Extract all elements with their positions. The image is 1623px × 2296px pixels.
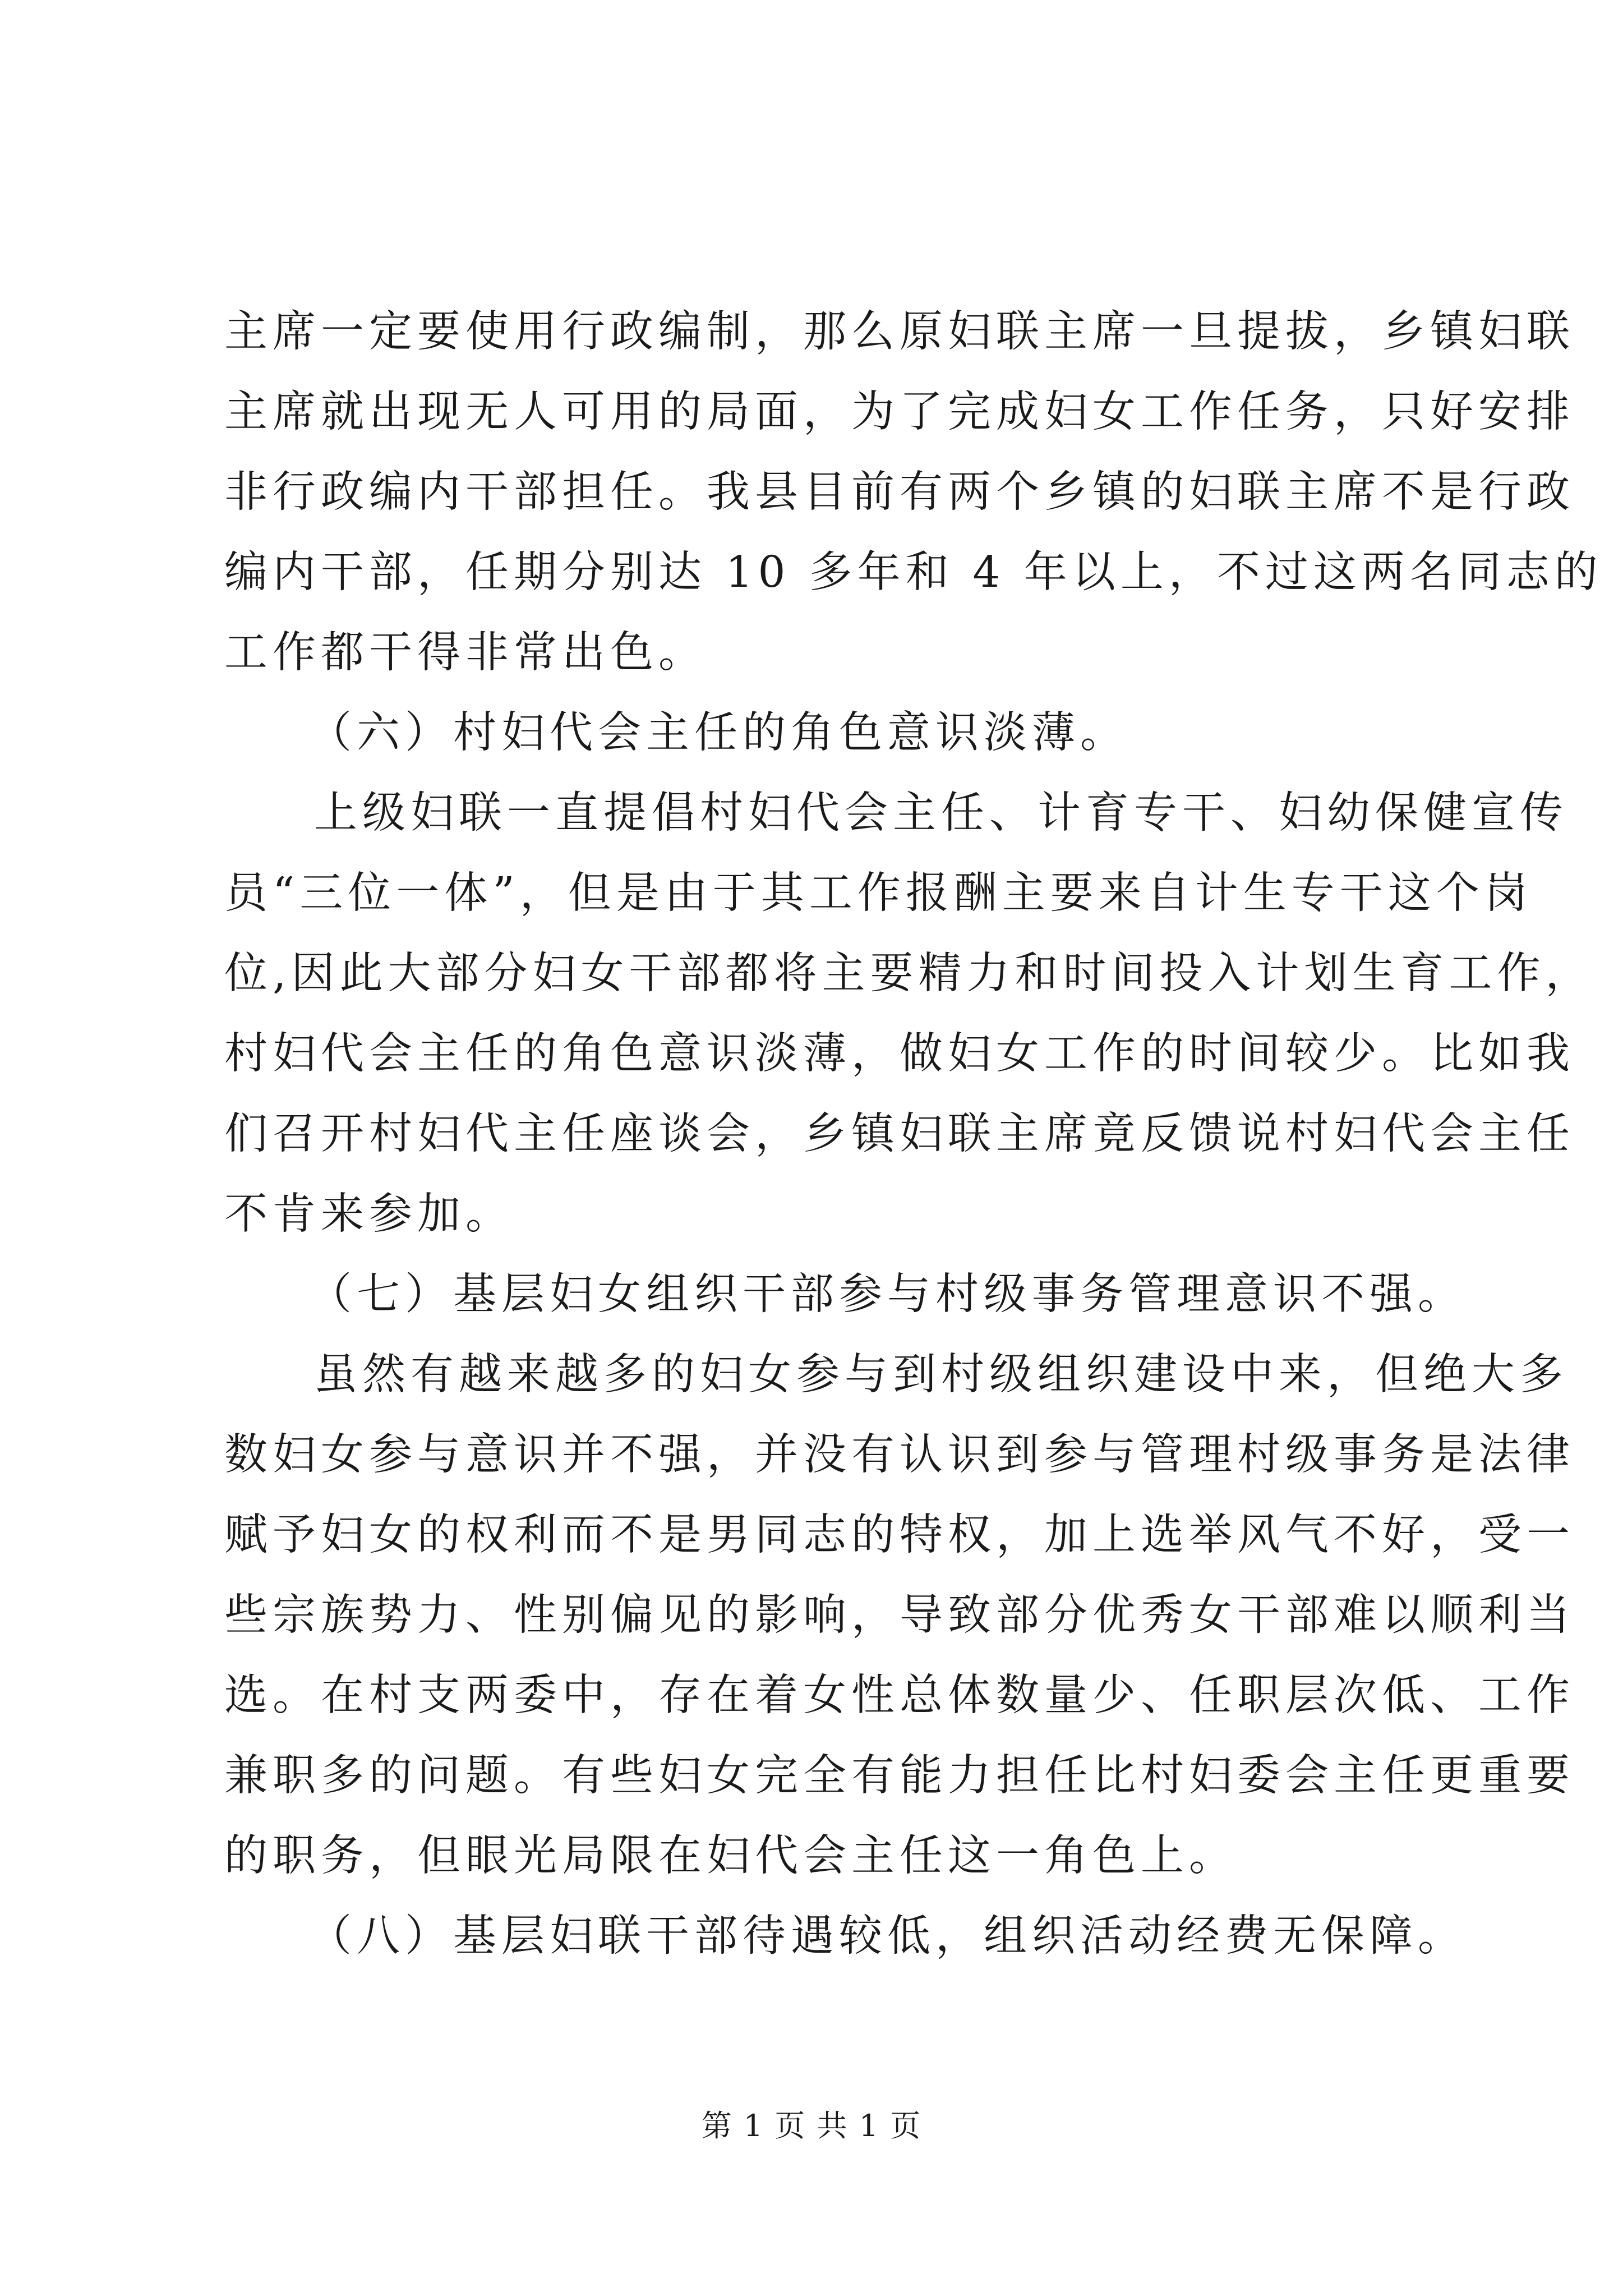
text-line: 兼职多的问题。有些妇女完全有能力担任比村妇委会主任更重要 bbox=[224, 1751, 1575, 1801]
text-line: 主席就出现无人可用的局面，为了完成妇女工作任务，只好安排 bbox=[224, 387, 1575, 437]
text-line: 主席一定要使用行政编制，那么原妇联主席一旦提拔，乡镇妇联 bbox=[224, 307, 1575, 357]
paragraph-start: 虽然有越来越多的妇女参与到村级组织建设中来，但绝大多 bbox=[314, 1350, 1568, 1400]
section-heading-7: （七）基层妇女组织干部参与村级事务管理意识不强。 bbox=[308, 1269, 1466, 1319]
body-text bbox=[224, 292, 1603, 1976]
text-line: 选。在村支两委中，存在着女性总体数量少、任职层次低、工作 bbox=[224, 1671, 1575, 1720]
page-number-label: 第 1 页 共 1 页 bbox=[701, 2108, 922, 2143]
text-line: 不肯来参加。 bbox=[224, 1189, 514, 1239]
text-line: 村妇代会主任的角色意识淡薄，做妇女工作的时间较少。比如我 bbox=[224, 1029, 1575, 1079]
text-line: 的职务，但眼光局限在妇代会主任这一角色上。 bbox=[224, 1831, 1237, 1881]
text-line: 数妇女参与意识并不强，并没有认识到参与管理村级事务是法律 bbox=[224, 1430, 1575, 1480]
text-line: 员“三位一体”，但是由于其工作报酬主要来自计生专干这个岗 bbox=[224, 868, 1533, 918]
text-line: 编内干部，任期分别达 10 多年和 4 年以上，不过这两名同志的 bbox=[224, 547, 1603, 597]
page-footer bbox=[0, 2106, 1623, 2146]
text-line: 工作都干得非常出色。 bbox=[224, 628, 707, 678]
text-line: 些宗族势力、性别偏见的影响，导致部分优秀女干部难以顺利当 bbox=[224, 1590, 1575, 1640]
text-line: 非行政编内干部担任。我县目前有两个乡镇的妇联主席不是行政 bbox=[224, 467, 1575, 517]
paragraph-start: 上级妇联一直提倡村妇代会主任、计育专干、妇幼保健宣传 bbox=[314, 788, 1568, 838]
text-line: 们召开村妇代主任座谈会，乡镇妇联主席竟反馈说村妇代会主任 bbox=[224, 1109, 1575, 1159]
section-heading-6: （六）村妇代会主任的角色意识淡薄。 bbox=[308, 708, 1128, 758]
section-heading-8: （八）基层妇联干部待遇较低，组织活动经费无保障。 bbox=[308, 1911, 1466, 1961]
text-line: 位,因此大部分妇女干部都将主要精力和时间投入计划生育工作， bbox=[224, 949, 1594, 999]
text-line: 赋予妇女的权利而不是男同志的特权，加上选举风气不好，受一 bbox=[224, 1510, 1575, 1560]
